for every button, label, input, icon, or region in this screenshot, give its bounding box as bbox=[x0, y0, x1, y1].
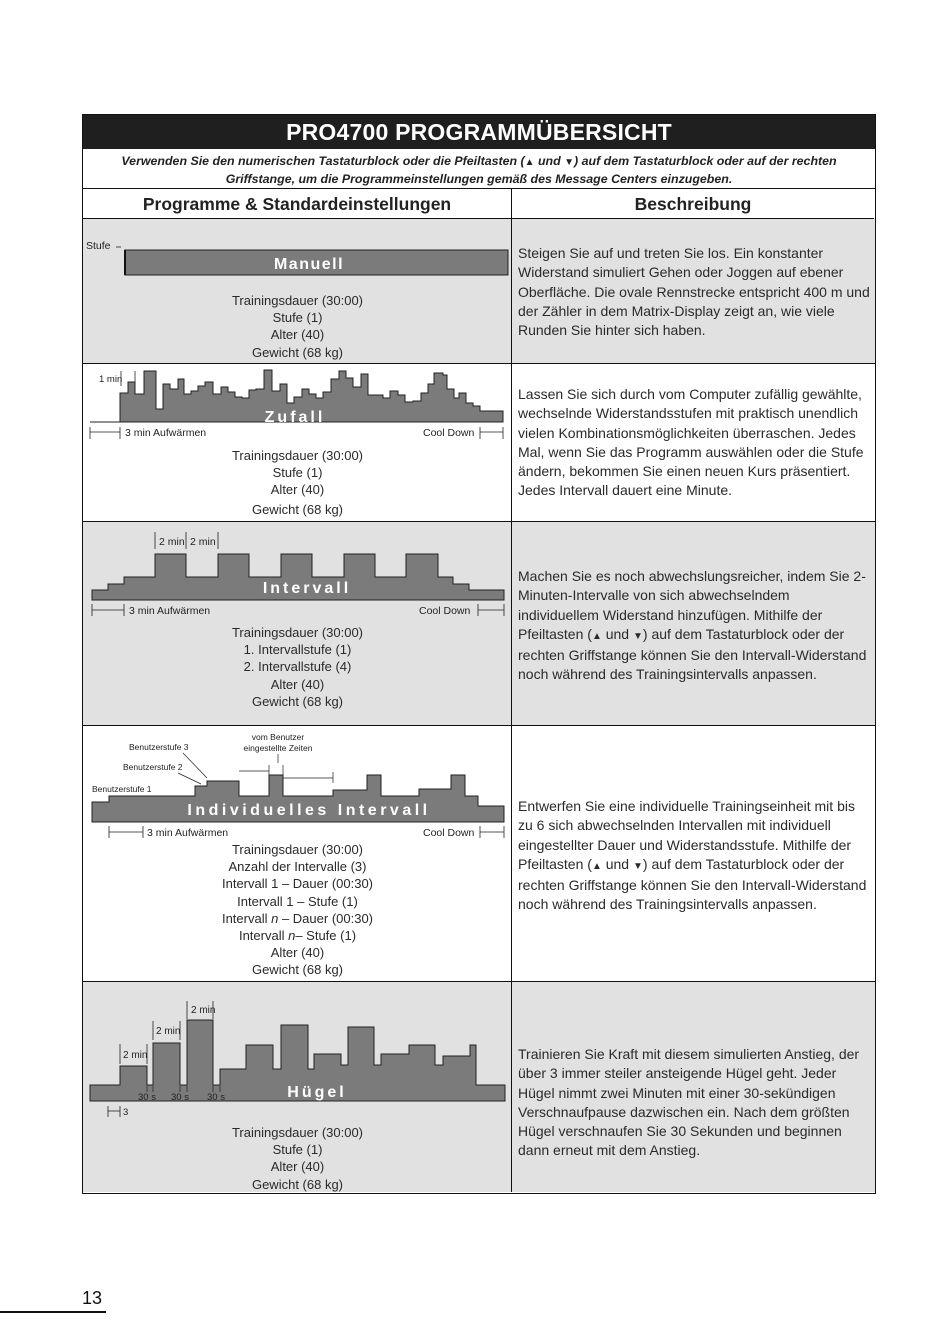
default-settings bbox=[83, 624, 512, 710]
default-settings bbox=[83, 1124, 512, 1193]
default-settings bbox=[83, 292, 512, 361]
setting-line: Gewicht (68 kg) bbox=[251, 501, 344, 517]
interval-label: 1 min bbox=[99, 374, 123, 385]
program-cell bbox=[83, 522, 512, 725]
down-arrow-icon: ▼ bbox=[564, 157, 575, 168]
program-row-intervall bbox=[83, 522, 875, 726]
description-cell bbox=[518, 522, 870, 725]
program-description: Steigen Sie auf und treten Sie los. Ein konstanter Widerstand simuliert Gehen oder Joggen auf ebener Oberfläche. Die ovale Rennstrecke entspricht 400 m und der Zähler in dem Matrix-Display zeigt an, wie viele Runden Sie hinter sich haben. bbox=[518, 245, 870, 339]
setting-line: Gewicht (68 kg) bbox=[251, 693, 344, 709]
program-description: Entwerfen Sie eine individuelle Trainingseinheit mit bis zu 6 sich abwechselnden Intervallen mit individuell eingestellter Dauer und Widerstandsstufe. Mithilfe der Pfeiltasten (▲ und ▼) auf dem Tastaturblock oder der rechten Griffstange können Sie den Intervall-Widerstand noch während des Trainingsintervalls anpassen. bbox=[518, 798, 867, 913]
header-description: Beschreibung bbox=[512, 189, 874, 219]
huegel-profile-chart bbox=[83, 982, 512, 1127]
warmup-label: 3 min Aufwärmen bbox=[147, 827, 229, 839]
default-settings bbox=[83, 841, 512, 979]
program-name: Individuelles Intervall bbox=[187, 802, 431, 819]
description-cell bbox=[518, 219, 870, 363]
description-cell bbox=[518, 982, 870, 1192]
setting-line: Anzahl der Intervalle (3) bbox=[228, 859, 367, 875]
program-name: Intervall bbox=[262, 580, 352, 597]
header-programs: Programme & Standardeinstellungen bbox=[83, 189, 512, 219]
program-name: Manuell bbox=[273, 256, 345, 273]
setting-line: Stufe (1) bbox=[272, 310, 323, 326]
setting-line: Stufe (1) bbox=[272, 465, 323, 481]
program-overview-table bbox=[82, 114, 876, 1194]
page-rule bbox=[0, 1311, 106, 1313]
hill-duration-label: 2 min bbox=[123, 1050, 148, 1061]
setting-line: Intervall n– Stufe (1) bbox=[238, 928, 357, 944]
description-cell bbox=[518, 364, 870, 521]
zufall-profile-chart bbox=[83, 364, 512, 449]
up-arrow-icon: ▲ bbox=[524, 157, 535, 168]
setting-line: Alter (40) bbox=[270, 1159, 325, 1175]
setting-line: Trainingsdauer (30:00) bbox=[231, 448, 364, 463]
setting-line: Gewicht (68 kg) bbox=[251, 344, 344, 360]
setting-line: Alter (40) bbox=[270, 945, 325, 961]
setting-line: Gewicht (68 kg) bbox=[251, 962, 344, 978]
program-cell bbox=[83, 364, 512, 521]
cooldown-label: Cool Down bbox=[423, 827, 475, 839]
description-cell bbox=[518, 726, 870, 981]
intro-text bbox=[83, 149, 875, 189]
setting-line: Alter (40) bbox=[270, 482, 325, 498]
setting-line: 2. Intervallstufe (4) bbox=[243, 659, 352, 675]
up-arrow-icon: ▲ bbox=[591, 860, 602, 872]
setting-line: Trainingsdauer (30:00) bbox=[231, 842, 364, 857]
cooldown-label: Cool Down bbox=[419, 605, 471, 617]
interval-label: 2 min bbox=[159, 536, 185, 548]
individuelles-intervall-profile-chart bbox=[83, 726, 512, 846]
down-arrow-icon: ▼ bbox=[632, 630, 643, 642]
setting-line: Alter (40) bbox=[270, 676, 325, 692]
user-level-1-label: Benutzerstufe 1 bbox=[92, 784, 152, 794]
setting-line: Trainingsdauer (30:00) bbox=[231, 1125, 364, 1140]
custom-times-label: eingestellte Zeiten bbox=[243, 743, 313, 753]
intervall-profile-chart bbox=[83, 522, 512, 622]
setting-line: Intervall 1 – Stufe (1) bbox=[237, 893, 358, 909]
program-description: Lassen Sie sich durch vom Computer zufällig gewählte, wechselnde Widerstandsstufen mit praktisch unendlich vielen Kombinationsmöglichkeiten überraschen. Jedes Mal, wenn Sie das Programm auswählen oder die Stufe ändern, bekommen Sie einen neuen Kurs präsentiert. Jedes Intervall dauert eine Minute. bbox=[518, 386, 864, 499]
manuell-profile-chart bbox=[83, 219, 512, 289]
program-cell bbox=[83, 219, 512, 363]
program-cell bbox=[83, 982, 512, 1192]
page-title: PRO4700 PROGRAMMÜBERSICHT bbox=[83, 115, 875, 149]
recovery-label: 30 s bbox=[138, 1092, 156, 1103]
warmup-label: 3 bbox=[123, 1107, 129, 1118]
user-level-3-label: Benutzerstufe 3 bbox=[129, 742, 189, 752]
setting-line: Trainingsdauer (30:00) bbox=[231, 293, 364, 308]
setting-line: 1. Intervallstufe (1) bbox=[243, 642, 352, 658]
setting-line: Alter (40) bbox=[270, 327, 325, 343]
setting-line: Stufe (1) bbox=[272, 1142, 323, 1158]
down-arrow-icon: ▼ bbox=[632, 860, 643, 872]
recovery-label: 30 s bbox=[207, 1092, 225, 1103]
hill-duration-label: 2 min bbox=[156, 1026, 181, 1037]
setting-line: Gewicht (68 kg) bbox=[251, 1176, 344, 1192]
cooldown-label: Cool Down bbox=[423, 427, 475, 439]
program-row-individuelles-intervall bbox=[83, 726, 875, 982]
warmup-label: 3 min Aufwärmen bbox=[125, 427, 207, 439]
program-row-manuell bbox=[83, 219, 875, 364]
program-row-zufall bbox=[83, 364, 875, 522]
interval-label: 2 min bbox=[190, 536, 216, 548]
page-number: 13 bbox=[82, 1288, 103, 1308]
setting-line: Trainingsdauer (30:00) bbox=[231, 625, 364, 640]
hill-duration-label: 2 min bbox=[191, 1005, 216, 1016]
intro-part1: Verwenden Sie den numerischen Tastaturblock oder die Pfeiltasten ( bbox=[121, 154, 525, 168]
default-settings bbox=[83, 447, 512, 518]
intro-part2: ) auf dem Tastaturblock oder auf der rechten Griffstange, um die Programmeinstellungen gemäß des Message Centers einzugeben. bbox=[225, 154, 837, 186]
program-cell bbox=[83, 726, 512, 981]
recovery-label: 30 s bbox=[171, 1092, 189, 1103]
program-description: Trainieren Sie Kraft mit diesem simulierten Anstieg, der über 3 immer steiler ansteigende Hügel geht. Jeder Hügel nimmt zwei Minuten mit einer 30-sekündigen Verschnaufpause dazwischen ein. Nach dem größten Hügel verschnaufen Sie 30 Sekunden und beginnen dann erneut mit dem Anstieg. bbox=[518, 1046, 860, 1159]
custom-times-label: vom Benutzer bbox=[251, 732, 305, 742]
setting-line: Intervall 1 – Dauer (00:30) bbox=[221, 876, 374, 892]
program-description: Machen Sie es noch abwechslungsreicher, indem Sie 2-Minuten-Intervalle von sich abwechselndem individuellem Widerstand hinzufügen. Mithilfe der Pfeiltasten (▲ und ▼) auf dem Tastaturblock oder der rechten Griffstange können Sie den Intervall-Widerstand noch während des Trainingsintervalls anpassen. bbox=[518, 568, 867, 683]
setting-line: Intervall n – Dauer (00:30) bbox=[221, 910, 374, 926]
warmup-label: 3 min Aufwärmen bbox=[129, 605, 211, 617]
program-name: Zufall bbox=[264, 409, 326, 426]
intro-and: und bbox=[534, 154, 565, 168]
stufe-label: Stufe bbox=[86, 240, 111, 252]
user-level-2-label: Benutzerstufe 2 bbox=[123, 762, 183, 772]
program-row-huegel bbox=[83, 982, 875, 1192]
program-name: Hügel bbox=[287, 1084, 347, 1101]
up-arrow-icon: ▲ bbox=[591, 630, 602, 642]
